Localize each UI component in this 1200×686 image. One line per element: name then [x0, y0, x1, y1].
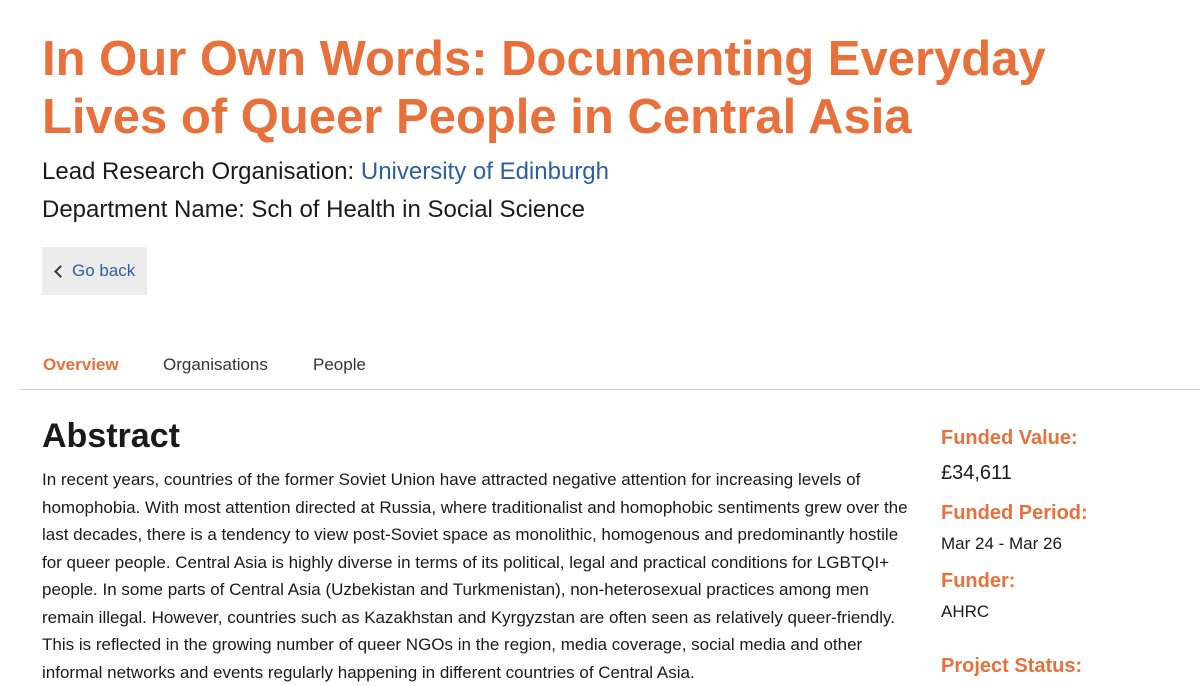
tab-people[interactable]: People: [313, 355, 366, 374]
lead-research-organisation: [42, 157, 609, 187]
chevron-left-icon: [54, 265, 67, 278]
go-back-label: Go back: [72, 261, 136, 280]
go-back-button[interactable]: [42, 247, 147, 295]
department-name: [42, 195, 585, 225]
project-status-label: Project Status:: [941, 655, 1083, 677]
tab-bar: [20, 342, 1200, 390]
lead-org-label: Lead Research Organisation:: [42, 158, 355, 185]
abstract-heading: Abstract: [42, 417, 180, 455]
department-value: Sch of Health in Social Science: [251, 196, 585, 223]
page-title: In Our Own Words: Documenting Everyday Lives of Queer People in Central Asia: [42, 32, 1046, 144]
tab-organisations[interactable]: Organisations: [163, 355, 268, 374]
funder: AHRC: [941, 602, 990, 621]
funded-period-label: Funded Period:: [941, 502, 1088, 524]
funded-value-label: Funded Value:: [941, 427, 1078, 449]
funded-value: £34,611: [941, 462, 1012, 484]
lead-org-link[interactable]: University of Edinburgh: [360, 158, 609, 185]
funded-period: Mar 24 - Mar 26: [941, 534, 1062, 553]
funder-label: Funder:: [941, 570, 1016, 592]
abstract-text: In recent years, countries of the former Soviet Union have attracted negative attention for increasing levels of homophobia. With most attention directed at Russia, where traditionalist and homophobic sentiments grew over the last decades, there is a tendency to view post-Soviet space as monolithic, homogenous and predominantly hostile for queer people. Central Asia is highly diverse in terms of its political, legal and practical conditions for LGBTQI+ people. In some parts of Central Asia (Uzbekistan and Turkmenistan), non-heterosexual practices among men remain illegal. However, countries such as Kazakhstan and Kyrgyzstan are often seen as relatively queer-friendly. This is reflected in the growing number of queer NGOs in the region, media coverage, social media and other informal networks and events regularly happening in different countries of Central Asia.: [42, 470, 908, 682]
department-label: Department Name:: [42, 196, 245, 223]
tab-overview[interactable]: Overview: [43, 355, 119, 374]
